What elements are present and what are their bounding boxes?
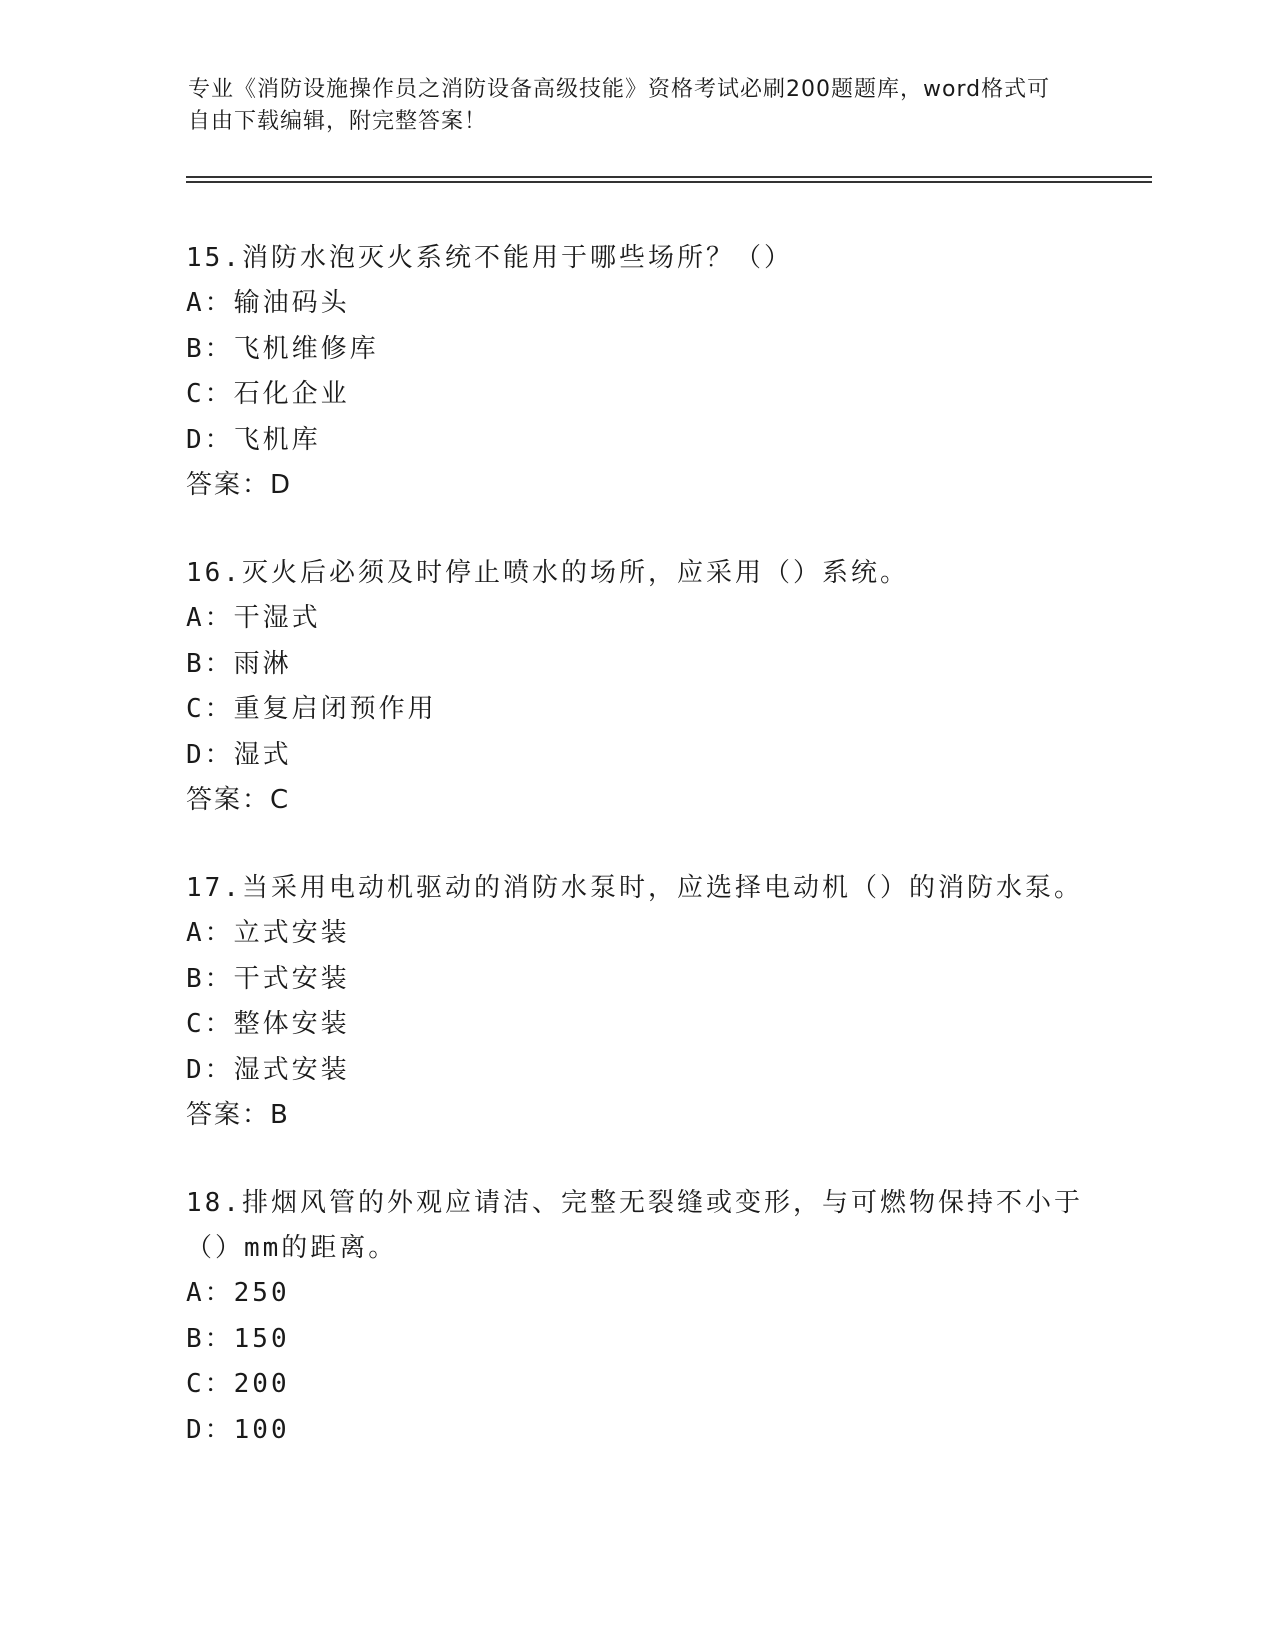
option-c: C：石化企业	[186, 379, 350, 409]
question-15	[186, 236, 1086, 508]
option-b: B：干式安装	[186, 963, 350, 994]
question-text: 17.当采用电动机驱动的消防水泵时，应选择电动机（）的消防水泵。	[186, 873, 1083, 903]
option-d: D：100	[186, 1414, 290, 1445]
option-d: D：湿式	[186, 739, 292, 770]
option-a: A：立式安装	[186, 918, 350, 948]
question-text: 15.消防水泡灭火系统不能用于哪些场所？（）	[186, 243, 793, 273]
option-b: B：雨淋	[186, 648, 292, 679]
header-divider-bottom	[186, 181, 1152, 183]
question-text: 18.排烟风管的外观应请洁、完整无裂缝或变形，与可燃物保持不小于（）mm的距离。	[186, 1188, 1083, 1263]
option-d: D：湿式安装	[186, 1054, 350, 1085]
question-16	[186, 551, 1086, 823]
question-list	[186, 236, 1086, 1496]
option-d: D：飞机库	[186, 424, 321, 455]
header-divider-top	[186, 176, 1152, 178]
option-c: C：200	[186, 1369, 290, 1399]
answer: 答案：B	[186, 1100, 290, 1130]
question-18	[186, 1181, 1086, 1453]
option-b: B：飞机维修库	[186, 333, 379, 364]
question-text: 16.灭火后必须及时停止喷水的场所，应采用（）系统。	[186, 558, 909, 588]
option-a: A：干湿式	[186, 603, 321, 633]
document-header: 专业《消防设施操作员之消防设备高级技能》资格考试必刷200题题库，word格式可自由下载编辑，附完整答案！	[188, 77, 1051, 134]
answer: 答案：D	[186, 470, 293, 500]
option-a: A：250	[186, 1278, 290, 1308]
option-c: C：重复启闭预作用	[186, 694, 437, 724]
option-a: A：输油码头	[186, 288, 350, 318]
option-b: B：150	[186, 1323, 290, 1354]
question-17	[186, 866, 1086, 1138]
answer: 答案：C	[186, 785, 291, 815]
option-c: C：整体安装	[186, 1009, 350, 1039]
